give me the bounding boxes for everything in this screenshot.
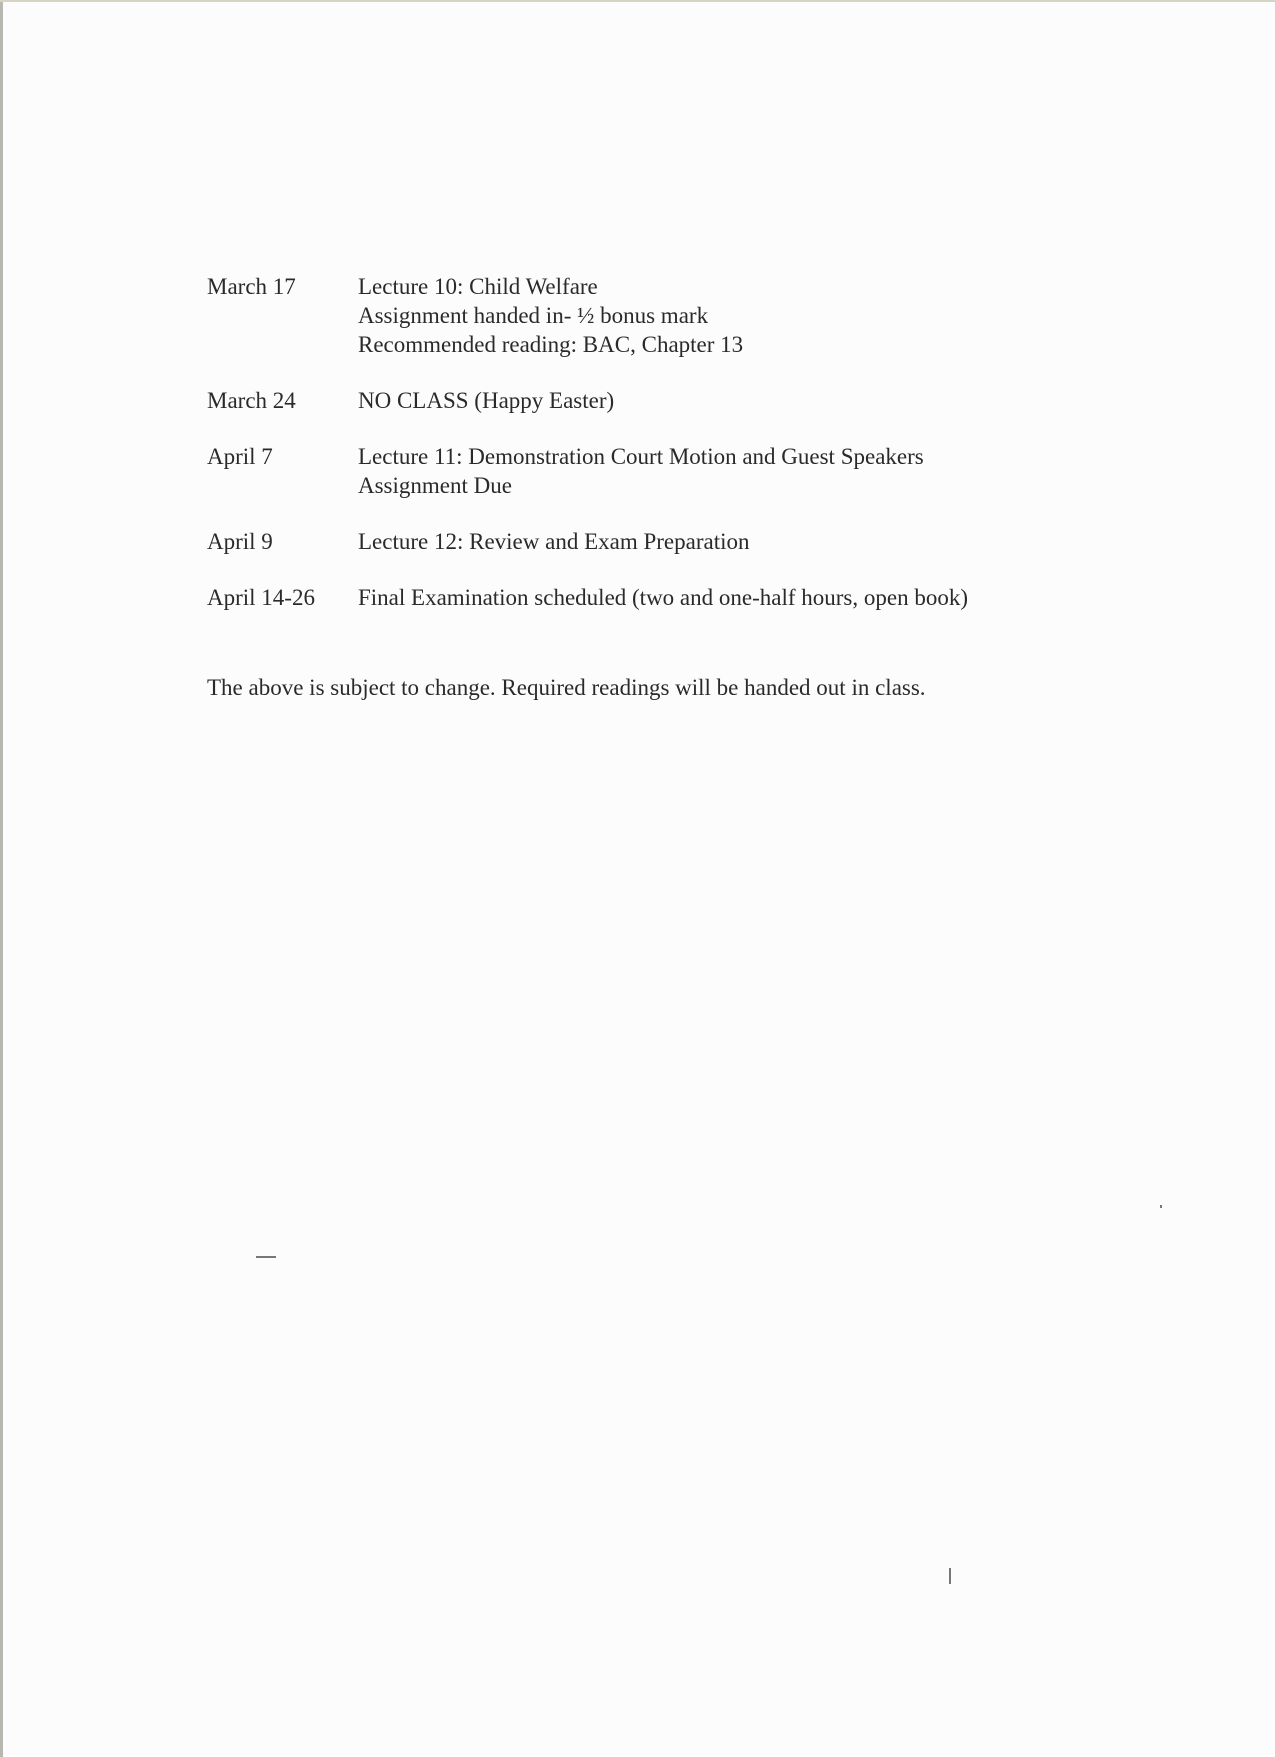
course-schedule [207,272,1107,639]
schedule-date: April 9 [207,529,273,554]
schedule-row-april-9 [207,527,1107,556]
schedule-date: March 24 [207,388,296,413]
scan-mark [1160,1205,1162,1208]
schedule-row-april-7 [207,442,1107,500]
scan-mark [949,1568,951,1584]
schedule-date: April 14-26 [207,585,315,610]
schedule-description [358,583,1107,612]
schedule-line: Lecture 11: Demonstration Court Motion and Guest Speakers [358,444,924,469]
schedule-description [358,527,1107,556]
schedule-date: March 17 [207,274,296,299]
schedule-description [358,442,1107,500]
schedule-line: Assignment handed in- ½ bonus mark [358,303,709,328]
schedule-line: Lecture 12: Review and Exam Preparation [358,529,750,554]
schedule-line: NO CLASS (Happy Easter) [358,388,615,413]
schedule-row-march-24 [207,386,1107,415]
schedule-description [358,386,1107,415]
schedule-description [358,272,1107,359]
schedule-line: Final Examination scheduled (two and one-half hours, open book) [358,585,968,610]
schedule-date: April 7 [207,444,273,469]
schedule-line: Lecture 10: Child Welfare [358,274,598,299]
schedule-row-march-17 [207,272,1107,359]
schedule-line: Recommended reading: BAC, Chapter 13 [358,332,744,357]
scan-mark [256,1256,276,1258]
schedule-row-april-14-26 [207,583,1107,612]
page-edge-shadow [0,2,3,1757]
schedule-line: Assignment Due [358,473,512,498]
footer-note: The above is subject to change. Required readings will be handed out in class. [207,675,926,700]
